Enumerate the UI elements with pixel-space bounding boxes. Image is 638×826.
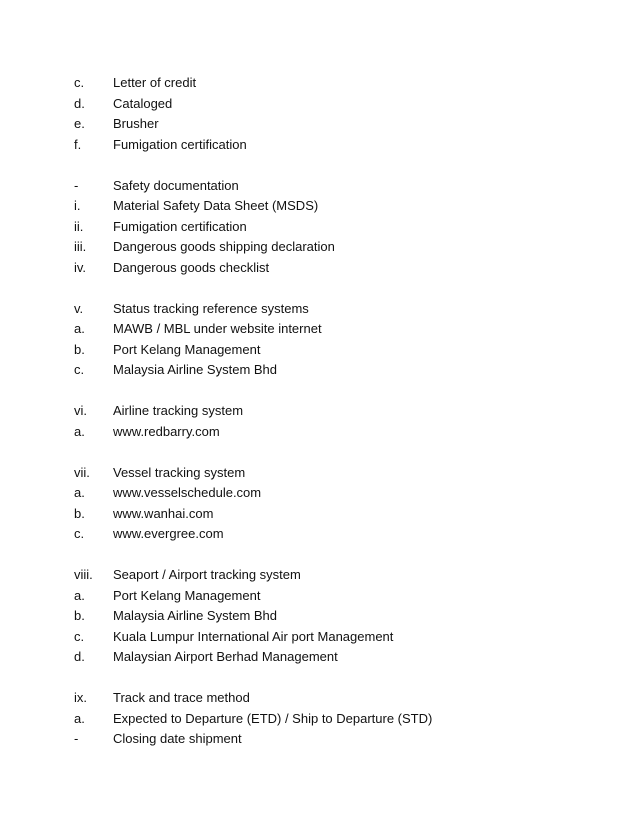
list-item-marker: d. bbox=[74, 95, 85, 111]
list-item bbox=[74, 319, 594, 340]
list-item bbox=[74, 627, 594, 648]
list-item-text: Brusher bbox=[113, 116, 159, 131]
list-item-text: Malaysia Airline System Bhd bbox=[113, 362, 278, 377]
list-item bbox=[74, 299, 594, 320]
list-item bbox=[74, 586, 594, 607]
list-item bbox=[74, 237, 594, 258]
list-item bbox=[74, 340, 594, 361]
list-item bbox=[74, 217, 594, 238]
list-item bbox=[74, 606, 594, 627]
list-item-marker: b. bbox=[74, 608, 85, 623]
list-item-text: Port Kelang Management bbox=[113, 341, 261, 357]
list-item-marker: d. bbox=[74, 649, 85, 664]
list-item bbox=[74, 196, 594, 217]
list-item-text: Closing date shipment bbox=[113, 731, 242, 746]
list-item-marker: c. bbox=[74, 628, 85, 644]
list-item-marker: c. bbox=[74, 362, 85, 377]
list-group bbox=[74, 401, 594, 442]
list-item bbox=[74, 647, 594, 668]
list-group bbox=[74, 463, 594, 545]
list-item bbox=[74, 258, 594, 279]
list-item-marker: e. bbox=[74, 116, 85, 131]
list-item bbox=[74, 709, 594, 730]
list-item-marker: - bbox=[74, 177, 79, 193]
list-item-text: Malaysia Airline System Bhd bbox=[113, 608, 278, 623]
list-item-text: Dangerous goods shipping declaration bbox=[113, 239, 335, 254]
list-item-marker: a. bbox=[74, 485, 85, 500]
list-item-text: Fumigation certification bbox=[113, 136, 247, 152]
list-item-marker: i. bbox=[74, 198, 81, 213]
list-item-text: Letter of credit bbox=[113, 75, 197, 90]
list-item bbox=[74, 483, 594, 504]
list-item bbox=[74, 401, 594, 422]
list-item bbox=[74, 114, 594, 135]
list-item-marker: iii. bbox=[74, 239, 87, 254]
list-item-marker: v. bbox=[74, 300, 84, 316]
list-item-text: Port Kelang Management bbox=[113, 587, 261, 603]
list-item-marker: a. bbox=[74, 321, 85, 336]
list-item-marker: a. bbox=[74, 710, 85, 726]
list-group bbox=[74, 688, 594, 750]
list-item-marker: b. bbox=[74, 505, 85, 521]
list-item-marker: viii. bbox=[74, 567, 93, 582]
list-item-text: Fumigation certification bbox=[113, 218, 247, 234]
list-item-text: Status tracking reference systems bbox=[113, 300, 309, 316]
list-item-text: Seaport / Airport tracking system bbox=[113, 567, 301, 582]
list-item-text: Airline tracking system bbox=[113, 403, 244, 418]
list-item-marker: a. bbox=[74, 423, 85, 439]
list-item-text: www.redbarry.com bbox=[113, 423, 220, 439]
list-item-text: Material Safety Data Sheet (MSDS) bbox=[113, 198, 319, 213]
list-item bbox=[74, 135, 594, 156]
list-item-marker: iv. bbox=[74, 259, 87, 275]
list-item bbox=[74, 422, 594, 443]
list-group bbox=[74, 176, 594, 279]
document-list bbox=[74, 73, 594, 770]
list-item-text: Dangerous goods checklist bbox=[113, 259, 270, 275]
list-item bbox=[74, 729, 594, 750]
list-item-text: www.evergree.com bbox=[113, 526, 224, 541]
list-item bbox=[74, 524, 594, 545]
list-item-marker: b. bbox=[74, 341, 85, 357]
list-group bbox=[74, 73, 594, 155]
list-item-text: Expected to Departure (ETD) / Ship to Departure (STD) bbox=[113, 710, 433, 726]
list-item bbox=[74, 73, 594, 94]
list-item-marker: - bbox=[74, 731, 79, 746]
list-item-marker: ix. bbox=[74, 690, 87, 705]
list-item-marker: ii. bbox=[74, 218, 84, 234]
list-item-text: Kuala Lumpur International Air port Management bbox=[113, 628, 394, 644]
list-item bbox=[74, 688, 594, 709]
list-item bbox=[74, 176, 594, 197]
list-item-text: Malaysian Airport Berhad Management bbox=[113, 649, 338, 664]
list-item-marker: a. bbox=[74, 587, 85, 603]
list-item bbox=[74, 565, 594, 586]
list-item-text: Track and trace method bbox=[113, 690, 250, 705]
list-item bbox=[74, 360, 594, 381]
list-item-text: www.wanhai.com bbox=[113, 505, 214, 521]
list-group bbox=[74, 565, 594, 668]
list-item-text: Cataloged bbox=[113, 95, 173, 111]
list-item-marker: vi. bbox=[74, 403, 87, 418]
list-item bbox=[74, 94, 594, 115]
list-group bbox=[74, 299, 594, 381]
list-item-marker: c. bbox=[74, 526, 85, 541]
list-item bbox=[74, 504, 594, 525]
list-item-text: Safety documentation bbox=[113, 177, 239, 193]
list-item-marker: c. bbox=[74, 75, 85, 90]
list-item-text: MAWB / MBL under website internet bbox=[113, 321, 322, 336]
list-item-text: www.vesselschedule.com bbox=[113, 485, 262, 500]
list-item-marker: vii. bbox=[74, 464, 90, 480]
list-item bbox=[74, 463, 594, 484]
list-item-marker: f. bbox=[74, 136, 82, 152]
list-item-text: Vessel tracking system bbox=[113, 464, 246, 480]
